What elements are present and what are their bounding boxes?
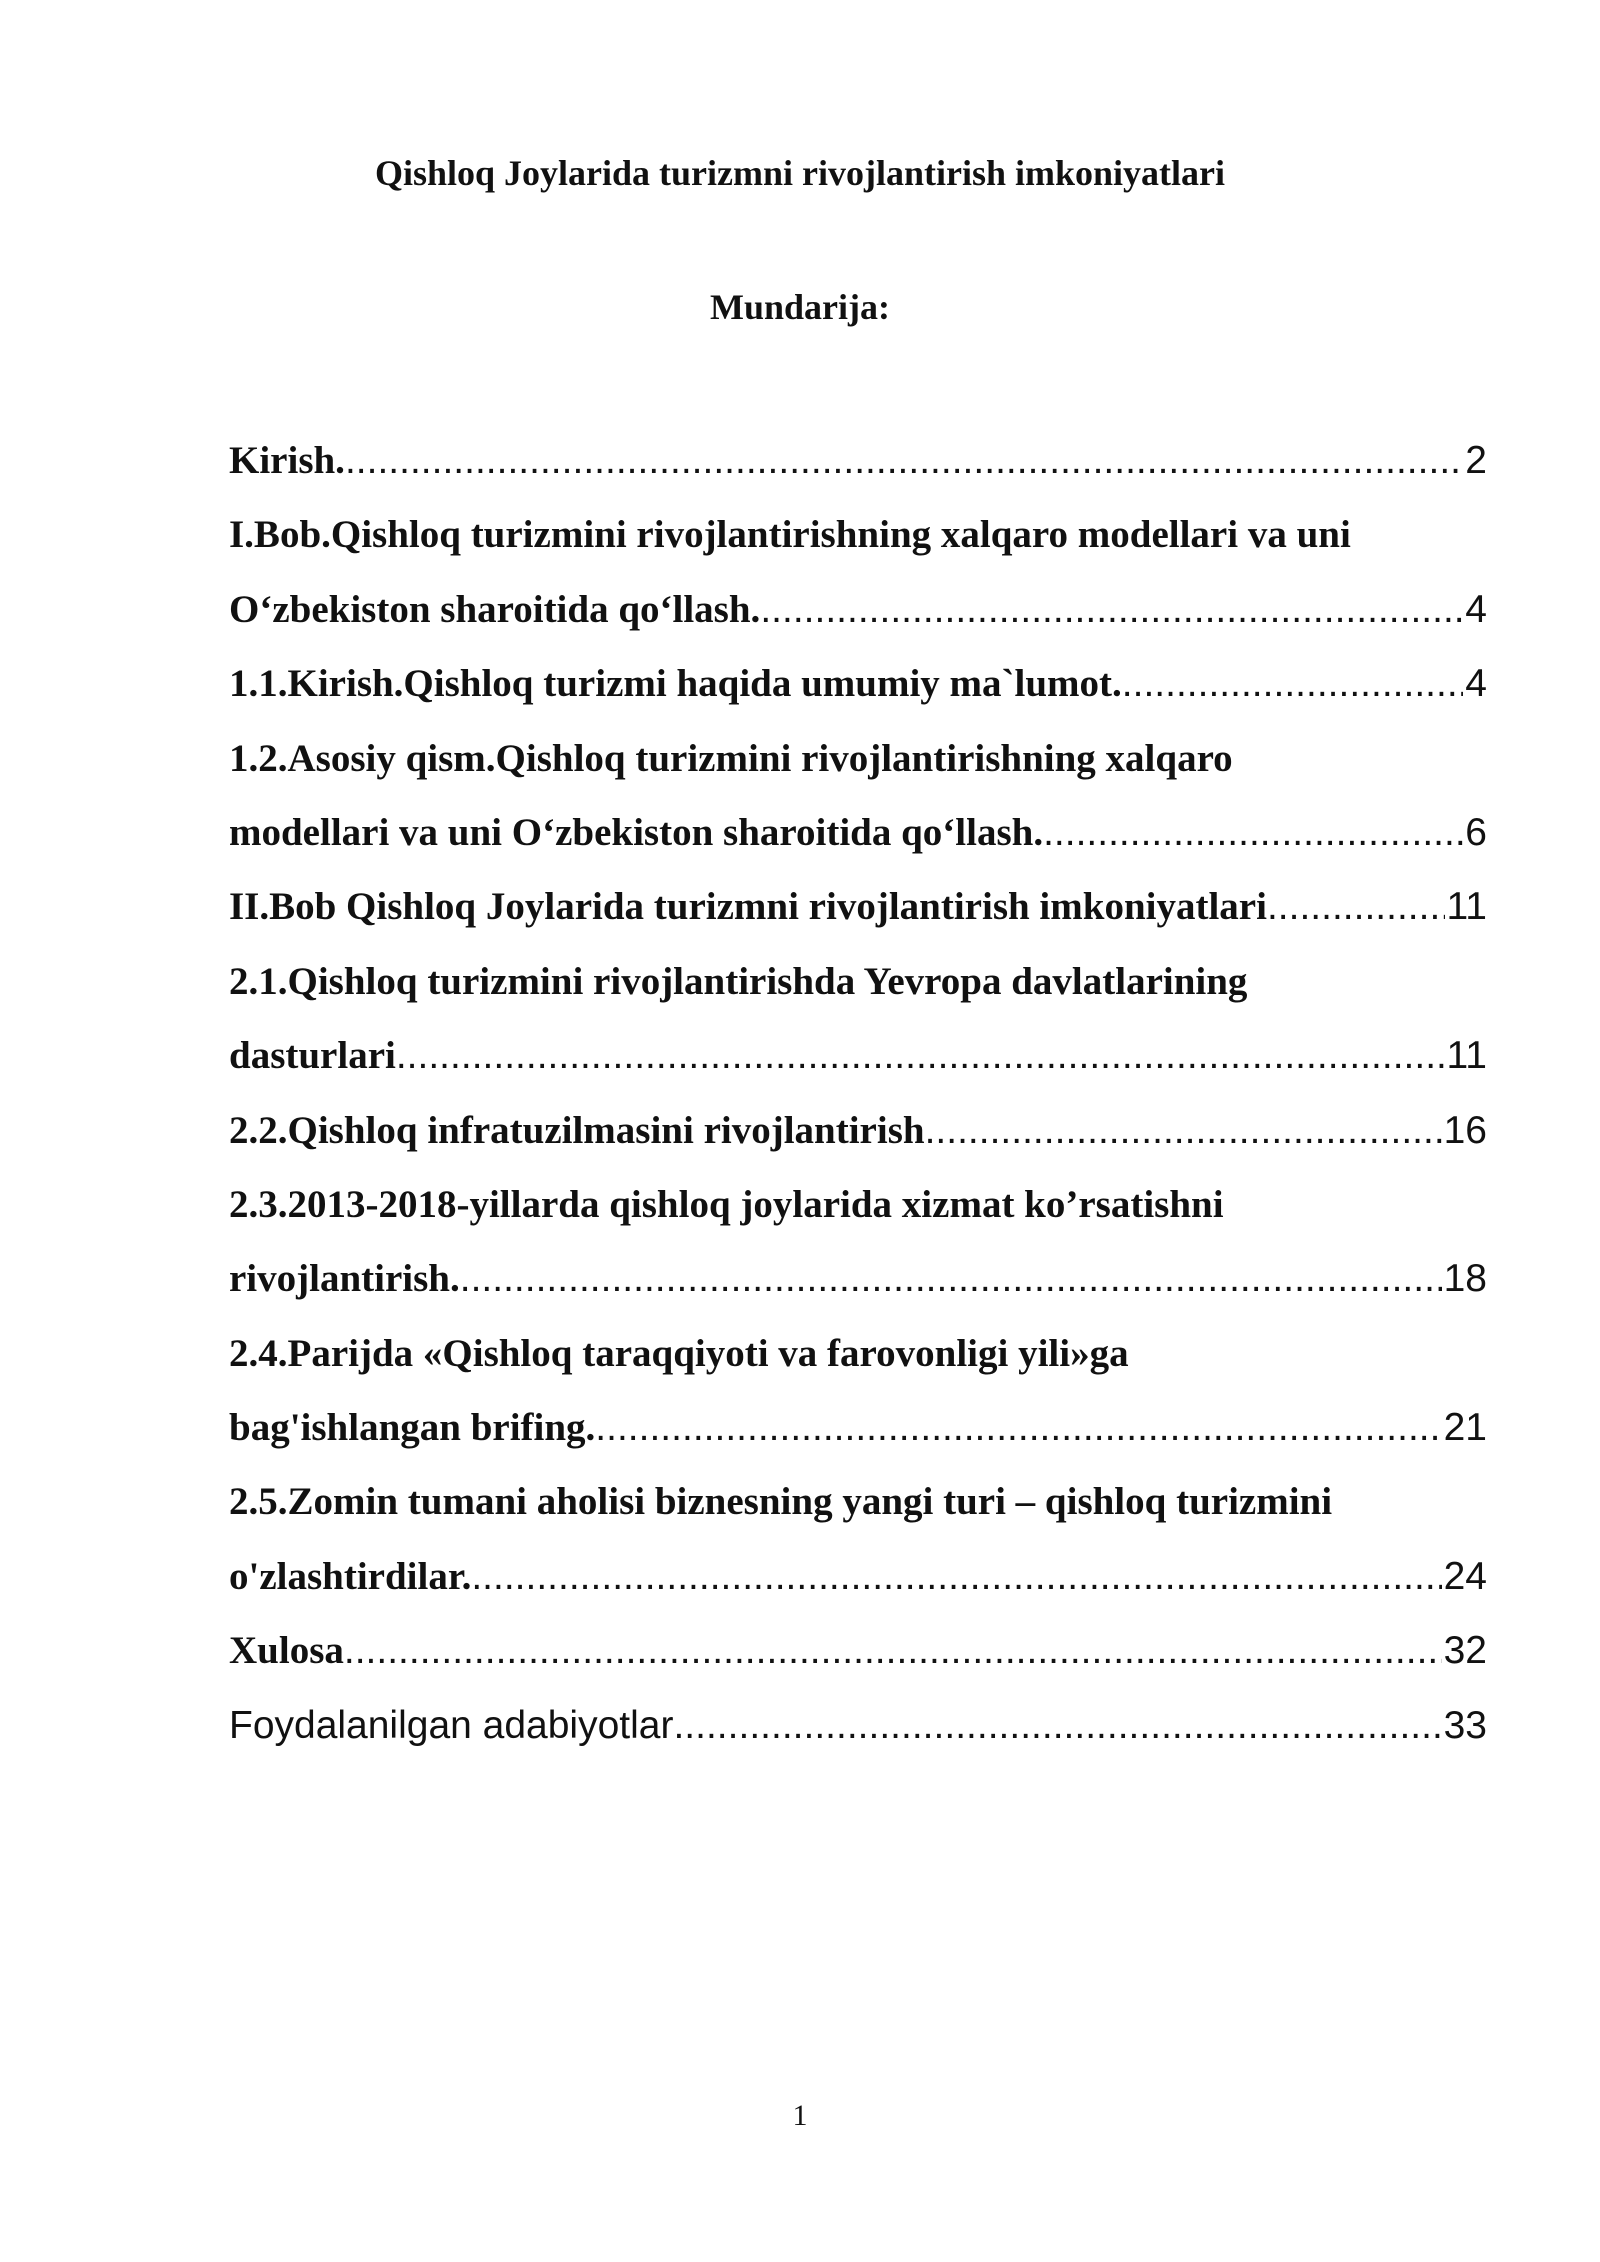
toc-entry-text: rivojlantirish.: [229, 1257, 460, 1301]
toc-entry-text: Foydalanilgan adabiyotlar: [229, 1703, 674, 1747]
toc-entry-line: [229, 945, 1487, 1019]
toc-entry-text: Kirish.: [229, 439, 345, 482]
toc-entry-text: dasturlari: [229, 1034, 396, 1078]
toc-entry-text: II.Bob Qishloq Joylarida turizmni rivojlantirish imkoniyatlari: [229, 885, 1267, 929]
toc-page-number: 11: [1446, 1034, 1487, 1078]
toc-entry-line: [229, 1168, 1487, 1242]
toc-page-number: 2: [1465, 439, 1487, 482]
toc-dot-leader: [673, 1689, 1441, 1763]
toc-entry-line: [229, 870, 1487, 944]
toc-entry-line: [229, 647, 1487, 721]
toc-entry-line: [229, 1094, 1487, 1168]
toc-dot-leader: [925, 1094, 1442, 1168]
toc-entry-line: [229, 1540, 1487, 1614]
toc-entry-line: [229, 1614, 1487, 1688]
toc-entry-text: O‘zbekiston sharoitida qo‘llash.: [229, 587, 761, 631]
toc-entry-line: [229, 1019, 1487, 1093]
toc-dot-leader: [1122, 647, 1464, 721]
toc-entry-line: [229, 796, 1487, 870]
toc-entry-text: 1.2.Asosiy qism.Qishloq turizmini rivojlantirishning xalqaro: [229, 736, 1233, 780]
toc-dot-leader: [1267, 870, 1445, 944]
toc-page-number: 6: [1465, 810, 1487, 854]
toc-page-number: 4: [1465, 662, 1487, 706]
toc-entry-text: I.Bob.Qishloq turizmini rivojlantirishning xalqaro modellari va uni: [229, 513, 1351, 557]
toc-page-number: 11: [1446, 885, 1487, 929]
toc-entry-line: [229, 573, 1487, 647]
toc-dot-leader: [460, 1242, 1442, 1316]
table-of-contents: [229, 424, 1487, 1763]
toc-entry-line: [229, 1242, 1487, 1316]
toc-entry-text: modellari va uni O‘zbekiston sharoitida qo‘llash.: [229, 810, 1044, 854]
toc-dot-leader: [1043, 796, 1463, 870]
toc-page-number: 21: [1443, 1406, 1487, 1450]
toc-entry-text: 2.3.2013-2018-yillarda qishloq joylarida xizmat ko’rsatishni: [229, 1182, 1224, 1226]
toc-dot-leader: [595, 1391, 1441, 1465]
toc-entry-text: Xulosa: [229, 1629, 344, 1673]
toc-page-number: 18: [1443, 1257, 1487, 1301]
document-title: Qishloq Joylarida turizmni rivojlantirish imkoniyatlari: [374, 153, 1226, 193]
toc-page-number: 24: [1443, 1554, 1487, 1598]
toc-entry-line: [229, 1465, 1487, 1539]
toc-dot-leader: [345, 424, 1463, 498]
toc-dot-leader: [471, 1540, 1441, 1614]
toc-page-number: 4: [1465, 587, 1487, 631]
toc-entry-line: [229, 1391, 1487, 1465]
toc-page-number: 16: [1443, 1108, 1487, 1152]
toc-entry-line: [229, 722, 1487, 796]
toc-page-number: 32: [1443, 1629, 1487, 1673]
toc-entry-text: 2.4.Parijda «Qishloq taraqqiyoti va farovonligi yili»ga: [229, 1331, 1129, 1375]
toc-entry-text: 2.2.Qishloq infratuzilmasini rivojlantirish: [229, 1108, 925, 1152]
toc-entry-text: 2.1.Qishloq turizmini rivojlantirishda Yevropa davlatlarining: [229, 959, 1248, 1003]
toc-entry-line: [229, 424, 1487, 498]
toc-entry-text: 1.1.Kirish.Qishloq turizmi haqida umumiy ma`lumot.: [229, 662, 1122, 706]
toc-entry-line: [229, 1317, 1487, 1391]
toc-heading: Mundarija:: [710, 287, 890, 327]
toc-entry-line: [229, 498, 1487, 572]
toc-entry-line: [229, 1689, 1487, 1763]
toc-dot-leader: [760, 573, 1463, 647]
toc-entry-text: o'zlashtirdilar.: [229, 1554, 472, 1598]
toc-dot-leader: [396, 1019, 1445, 1093]
page-number: 1: [792, 2099, 808, 2132]
toc-page-number: 33: [1443, 1703, 1487, 1747]
toc-entry-text: 2.5.Zomin tumani aholisi biznesning yangi turi – qishloq turizmini: [229, 1480, 1333, 1524]
toc-entry-text: bag'ishlangan brifing.: [229, 1406, 596, 1450]
toc-dot-leader: [344, 1614, 1442, 1688]
